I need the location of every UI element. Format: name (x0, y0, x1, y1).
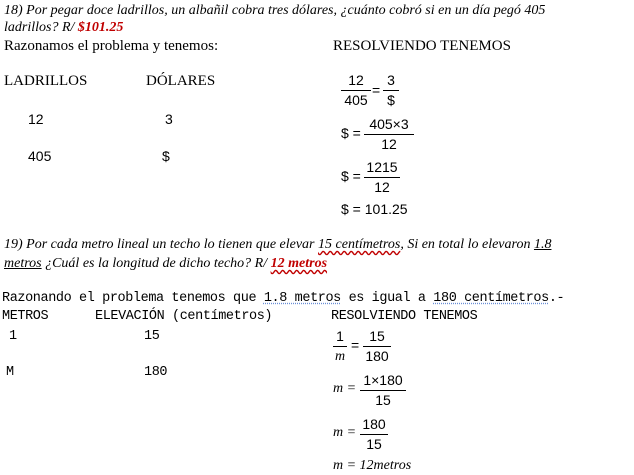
p19-eq3-num: 180 (362, 416, 386, 432)
p19-eq2-num: 1×180 (363, 372, 403, 388)
p19-eq3-lhs: m = (333, 425, 357, 440)
p19-eq1-bar1 (333, 346, 347, 347)
p19-eq2-den: 15 (375, 392, 391, 408)
problem-19-row-1-elevacion: 15 (144, 329, 160, 344)
p18-eq1-num1: 12 (348, 72, 364, 88)
p18-eq3-num: 1215 (366, 159, 398, 175)
p19-eq3-bar (360, 434, 388, 435)
p18-eq3-bar (364, 177, 400, 178)
problem-18-intro: Razonamos el problema y tenemos: (4, 38, 219, 54)
problem-19-intro-2: es igual a (340, 291, 434, 306)
problem-18-line-1: 18) Por pegar doce ladrillos, un albañil cobra tres dólares, ¿cuánto cobró si en un día pegó 405 (4, 3, 546, 18)
problem-19-text-3: ¿Cuál es la longitud de dicho techo? R/ (41, 256, 271, 271)
p19-eq1-right-fraction (363, 328, 391, 365)
problem-19-line-1 (4, 236, 551, 253)
p18-eq4-result: $ = 101.25 (341, 201, 408, 217)
problem-19-col-elevacion: ELEVACIÓN (centímetros) (95, 309, 273, 324)
problem-19-underlined-1-8: 1.8 (533, 237, 552, 252)
problem-19-row-1-metros: 1 (9, 329, 17, 344)
problem-18-answer: $101.25 (77, 20, 124, 35)
problem-18-row-2-ladrillos: 405 (28, 148, 52, 164)
p19-eq1-left-fraction (333, 328, 347, 365)
problem-19-answer: 12 metros (270, 256, 328, 271)
problem-19-intro-val1: 1.8 metros (263, 291, 341, 306)
p18-eq1-bar1 (341, 90, 371, 91)
problem-19-resolve-heading: RESOLVIENDO TENEMOS (331, 309, 478, 324)
problem-19-row-2-elevacion: 180 (144, 365, 168, 380)
p18-eq2-bar (364, 134, 414, 135)
p18-eq3-den: 12 (374, 179, 390, 195)
problem-18-row-2-dolares: $ (162, 148, 170, 164)
problem-19-intro (2, 291, 564, 306)
p19-eq2-lhs: m = (333, 381, 357, 396)
problem-19-line-2 (4, 255, 327, 272)
p18-eq2-fraction (364, 116, 414, 153)
p19-eq3-fraction (360, 416, 388, 453)
problem-18-row-1-ladrillos: 12 (28, 111, 44, 127)
p19-eq1-num2: 15 (369, 328, 385, 344)
p18-eq1-den1: 405 (344, 92, 368, 108)
problem-18-row-1-dolares: 3 (165, 111, 173, 127)
p19-eq4-result: m = 12metros (333, 458, 412, 473)
p19-eq3-den: 15 (366, 436, 382, 452)
problem-19-text-2: , Si en total lo elevaron (400, 237, 534, 252)
p18-eq1-equals: = (372, 82, 381, 98)
p18-eq1-left-fraction (341, 72, 371, 109)
p19-eq1-bar2 (363, 346, 391, 347)
p18-eq1-right-fraction (383, 72, 399, 109)
problem-19-intro-3: .- (548, 291, 565, 306)
p19-eq1-den1: m (334, 349, 346, 364)
problem-19-text-1: 19) Por cada metro lineal un techo lo tienen que elevar (4, 237, 319, 252)
p19-eq2-fraction (360, 372, 406, 409)
problem-18-col-ladrillos: LADRILLOS (4, 73, 88, 89)
problem-19-intro-1: Razonando el problema tenemos que (2, 291, 264, 306)
problem-18-line-2 (4, 19, 123, 36)
p19-eq1-num1: 1 (336, 328, 344, 344)
problem-19-underlined-metros: metros (4, 256, 42, 271)
problem-18-col-dolares: DÓLARES (146, 73, 216, 89)
problem-19-row-2-metros: M (6, 365, 14, 380)
p19-eq1-den2: 180 (365, 348, 389, 364)
problem-19-underlined-15cm: 15 centímetros (318, 237, 401, 252)
problem-19-col-metros: METROS (2, 309, 49, 324)
p18-eq1-bar2 (383, 90, 399, 91)
problem-18-resolve-heading: RESOLVIENDO TENEMOS (333, 38, 511, 54)
p18-eq2-lhs: $ = (341, 125, 361, 141)
p18-eq3-lhs: $ = (341, 168, 361, 184)
p18-eq2-num: 405×3 (369, 116, 409, 132)
p18-eq3-fraction (364, 159, 400, 196)
p18-eq1-den2: $ (387, 92, 395, 108)
p18-eq1-num2: 3 (387, 72, 395, 88)
problem-18-line-2-text: ladrillos? R/ (4, 20, 78, 35)
p19-eq1-equals: = (351, 337, 360, 353)
problem-19-intro-val2: 180 centímetros (433, 291, 549, 306)
p19-eq2-bar (360, 390, 406, 391)
p18-eq2-den: 12 (381, 136, 397, 152)
